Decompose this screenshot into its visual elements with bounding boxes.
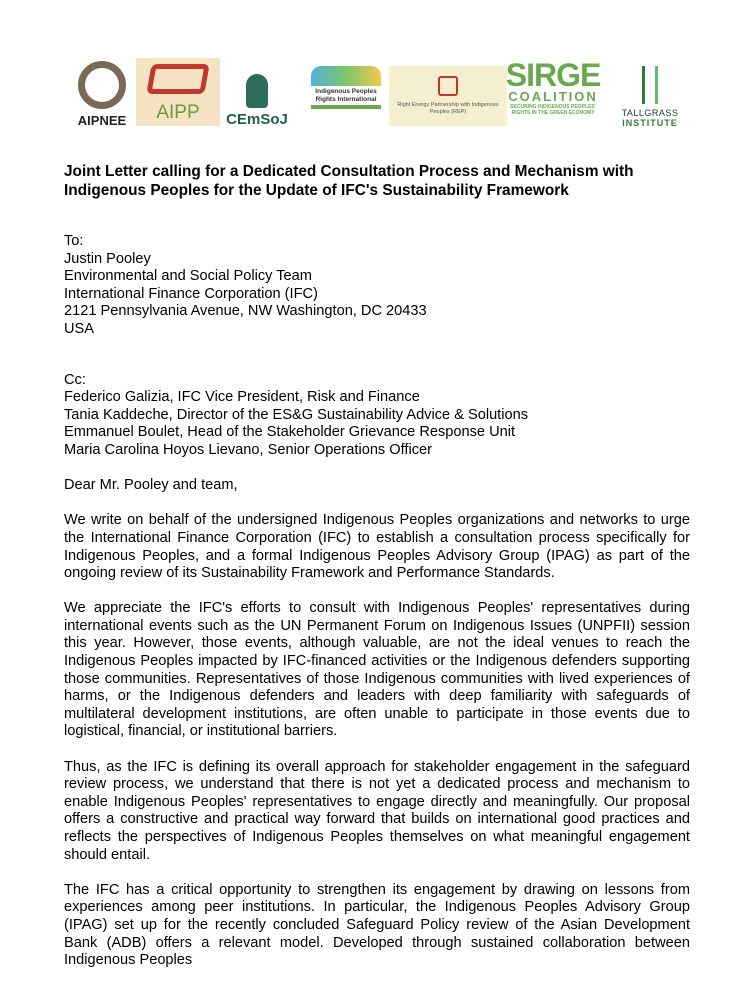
logo-aipnee (66, 54, 138, 128)
logo-text: AIPNEE (77, 113, 127, 128)
logo-sirge (505, 57, 601, 124)
partner-logos (66, 54, 696, 128)
cc-recipient: Emmanuel Boulet, Head of the Stakeholder Grievance Response Unit (64, 424, 516, 441)
ipri-bar (311, 105, 381, 109)
recipient-name: Justin Pooley (64, 250, 151, 267)
ipri-wave-icon (311, 66, 381, 86)
cc-recipient: Maria Carolina Hoyos Lievano, Senior Operations Officer (64, 441, 432, 458)
logo-aipp (136, 58, 220, 126)
letter-title: Joint Letter calling for a Dedicated Consultation Process and Mechanism with Indigenous Peoples for the Update of IFC's Sustainability Framework (64, 163, 634, 199)
logo-subtext: INSTITUTE (622, 118, 678, 128)
logo-text: CEmSoJ (226, 111, 288, 128)
recipient-block (64, 233, 690, 339)
cc-recipient: Tania Kaddeche, Director of the ES&G Sustainability Advice & Solutions (64, 406, 529, 423)
body-paragraph: We appreciate the IFC's efforts to consult with Indigenous Peoples' representatives during international events such as the UN Permanent Forum on Indigenous Issues (UNPFII) session this year. However, those events, although valuable, are not the ideal venues to reach the Indigenous Peoples impacted by IFC-financed activities or the Indigenous defenders supporting those communities. Representatives of those Indigenous communities with lived experiences of harms, or the Indigenous defenders and leaders with deep familiarity with safeguards of multilateral development institutions, are often unable to participate in those events due to logistical, financial, or institutional barriers. (64, 600, 690, 740)
cemsoj-figure-icon (246, 74, 268, 108)
logo-tallgrass (618, 54, 682, 128)
logo-ipri (310, 66, 382, 116)
cc-recipient: Federico Galizia, IFC Vice President, Risk and Finance (64, 389, 420, 406)
logo-text: AIPP (156, 102, 200, 123)
body-paragraph: Thus, as the IFC is defining its overall approach for stakeholder engagement in the safeguard review process, we understand that there is not yet a dedicated process and mechanism to enable Indigenous Peoples' representatives to engage directly and meaningfully. Our proposal offers a constructive and practical way forward that builds on international good practices and reflects the perspectives of Indigenous Peoples themselves on what meaningful engagement should entail. (64, 758, 690, 863)
cc-block (64, 372, 690, 460)
logo-subtext: COALITION (508, 89, 598, 104)
logo-text: Right Energy Partnership with Indigenous Peoples (REP) (397, 102, 499, 115)
salutation: Dear Mr. Pooley and team, (64, 477, 238, 494)
rep-emblem-icon (438, 76, 458, 96)
logo-cemsoj (228, 54, 286, 128)
body-paragraph: We write on behalf of the undersigned Indigenous Peoples organizations and networks to urge the International Finance Corporation (IFC) to establish a consultation process specifically for Indigenous Peoples, and a formal Indigenous Peoples Advisory Group (IPAG) as part of the ongoing review of its Sustainability Framework and Performance Standards. (64, 512, 690, 582)
letter-body (64, 162, 690, 987)
cc-label: Cc: (64, 371, 86, 388)
aipnee-emblem-icon (78, 61, 126, 109)
logo-text: TALLGRASS (621, 108, 679, 118)
to-label: To: (64, 233, 84, 249)
logo-rep (389, 66, 507, 126)
body-paragraph: The IFC has a critical opportunity to strengthen its engagement by drawing on lessons from experiences among peer institutions. In particular, the Indigenous Peoples Advisory Group (IPAG) set up for the recently concluded Safeguard Policy review of the Asian Development Bank (ADB) offers a relevant model. Developed through sustained collaboration between Indigenous Peoples (64, 881, 690, 969)
logo-text: Indigenous Peoples Rights International (315, 88, 377, 103)
recipient-team: Environmental and Social Policy Team (64, 268, 312, 285)
logo-tagline: SECURING INDIGENOUS PEOPLES' RIGHTS IN THE GREEN ECONOMY (510, 104, 596, 116)
recipient-country: USA (64, 320, 95, 337)
recipient-org: International Finance Corporation (IFC) (64, 285, 318, 302)
grass-icon (642, 66, 658, 104)
recipient-address: 2121 Pennsylvania Avenue, NW Washington, DC 20433 (64, 303, 427, 320)
logo-text: SIRGE (505, 57, 601, 93)
aipp-knot-icon (146, 64, 209, 94)
